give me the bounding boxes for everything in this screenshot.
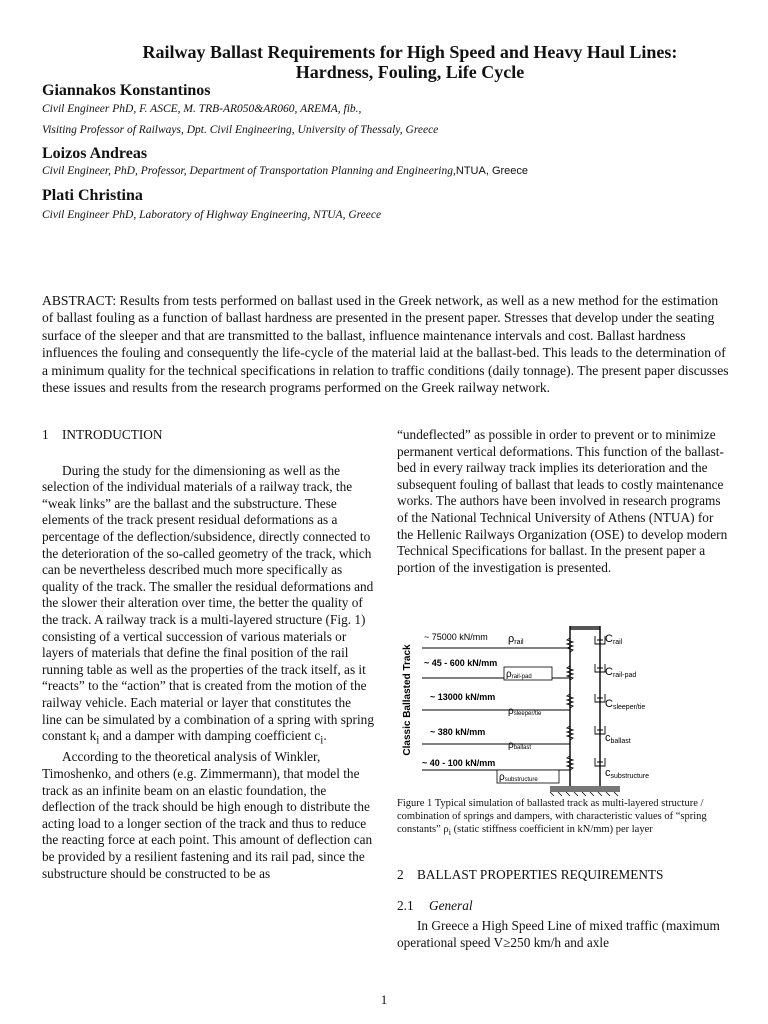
author-1-affiliation-1: Civil Engineer PhD, F. ASCE, M. TRB-AR050&AR060, AREMA, fib., [42, 103, 362, 115]
rho-substructure-symbol: ρ [499, 772, 505, 783]
k-label-1: ~ 75000 kN/mm [424, 632, 488, 642]
section-2-number: 2 [397, 867, 404, 882]
section-2-1-title: General [429, 897, 473, 913]
section-2-1-heading [397, 898, 731, 915]
author-3-name: Plati Christina [42, 187, 143, 204]
ground-base [550, 786, 620, 792]
rho-rail-pad-symbol: ρ [506, 669, 512, 680]
author-2-affiliation-tail: NTUA, Greece [455, 165, 529, 177]
author-2-name: Loizos Andreas [42, 145, 148, 162]
figure-vertical-label: Classic Ballasted Track [402, 644, 413, 756]
rho-rail-symbol: ρ [508, 633, 515, 645]
abstract: ABSTRACT: Results from tests performed on ballast used in the Greek network, as well as a new method for the estimation of ballast fouling as a function of ballast hardness are presented in the present paper. Stresses that develop under the seating surface of the sleeper and that are transmitted to the ballast, influence maintenance intervals and cost. Ballast hardness influences the fouling and consequently the life-cycle of the material laid at the ballast-bed. This leads to the determination of a minimum quality for the technical specifications in relation to traffic conditions (daily tonnage). The present paper discusses these issues and results from the research programs performed on the Greek railway network. [42, 293, 729, 396]
rho-ballast-sub: ballast [513, 745, 532, 751]
ground-hatch [550, 792, 618, 796]
c-rail-pad-symbol: C [605, 666, 613, 678]
section-2-title: BALLAST PROPERTIES REQUIREMENTS [417, 867, 664, 882]
c-substructure-symbol: c [605, 767, 611, 779]
c-substructure-sub: substructure [610, 773, 650, 780]
section-2-heading [397, 867, 731, 884]
paragraph-4: In Greece a High Speed Line of mixed traffic (maximum operational speed V≥250 km/h and axle [397, 918, 720, 950]
c-substructure [605, 767, 649, 780]
right-column [397, 427, 729, 576]
caption-sub: i [448, 827, 452, 838]
page-number: 1 [380, 992, 388, 1007]
figure-1-track-model [400, 620, 700, 798]
c-rail-symbol: C [605, 633, 613, 645]
rho-sleeper-sub: sleeper/tie [513, 711, 542, 717]
c-rail-pad-sub: rail-pad [612, 672, 637, 679]
k-label-3: ~ 13000 kN/mm [430, 692, 496, 702]
c-sleeper-sub: sleeper/tie [612, 704, 646, 711]
rho-ballast-symbol: ρ [508, 740, 514, 751]
k-label-5: ~ 40 - 100 kN/mm [422, 758, 496, 768]
paragraph-1 [42, 463, 374, 750]
paragraph-2: According to the theoretical analysis of Winkler, Timoshenko, and others (e.g. Zimmermann), that model the track as an infinite beam on an elastic foundation, the deflection of the track should be high enough to distribute the acting load to a longer section of the track and thus to reduce the reacting force at each point. This amount of deflection can be provided by a resilient fastening and its rail pad, since the substructure should be constructed to be as [42, 749, 373, 881]
section-1-heading [42, 427, 374, 444]
paragraph-1-sub-k: i [96, 734, 100, 747]
section-2-block [397, 867, 731, 951]
c-sleeper-symbol: C [605, 698, 613, 710]
author-1-name: Giannakos Konstantinos [42, 82, 211, 99]
rho-sleeper-symbol: ρ [508, 706, 514, 717]
c-rail-sub: rail [612, 639, 623, 646]
c-ballast [605, 732, 631, 745]
section-1-title: INTRODUCTION [62, 427, 163, 442]
rho-sleeper [508, 706, 542, 717]
author-3-affiliation: Civil Engineer PhD, Laboratory of Highway Engineering, NTUA, Greece [42, 209, 382, 221]
author-2-affiliation-main: Civil Engineer, PhD, Professor, Department of Transportation Planning and Engineering, [42, 165, 456, 177]
figure-1-caption [397, 797, 731, 839]
paragraph-1-mid: and a damper with damping coefficient c [99, 728, 321, 744]
paragraph-1-text: During the study for the dimensioning as well as the selection of the individual materials of a railway track, the “weak links” are the ballast and the substructure. These elements of the track present residual deformations as a percentage of the deflection/subsidence, directly connected to the deterioration of the so-called geometry of the track, which can be nevertheless described much more specifically as quality of the track. The smaller the residual deformations and the slower their alteration over time, the better the quality of the track. A railway track is a multi-layered structure (Fig. 1) consisting of a vertical succession of various materials or layers of materials that define the final position of the rail running table as well as the properties of the track itself, as it “reacts” to the “action” that is created from the motion of the railway vehicle. Each material or layer that constitutes the line can be simulated by a combination of a spring with spring constant k [42, 462, 374, 744]
c-sleeper [605, 698, 645, 711]
paragraph-1-end: . [323, 728, 327, 744]
paragraph-1-sub-c: i [320, 734, 324, 747]
caption-text: Figure 1 Typical simulation of ballasted track as multi-layered structure / combination of springs and dampers, with characteristic values of “spring constants” ρ [397, 798, 707, 835]
section-2-1-number: 2.1 [397, 897, 414, 913]
c-ballast-sub: ballast [610, 738, 631, 745]
c-rail-pad [605, 666, 636, 679]
paragraph-3: “undeflected” as possible in order to prevent or to minimize permanent vertical deformations. This function of the ballast-bed in every railway track implies its deterioration and the subsequent fouling of ballast that leads to costly maintenance works. The authors have been involved in research programs of the National Technical University of Athens (NTUA) for the Hellenic Railways Organization (OSE) to develop modern Technical Specifications for ballast. In the present paper a portion of the investigation is presented. [397, 427, 728, 575]
rho-substructure-sub: substructure [504, 777, 538, 783]
rail-head [570, 626, 600, 630]
title-line-1: Railway Ballast Requirements for High Speed and Heavy Haul Lines: [142, 42, 678, 62]
rho-rail-sub: rail [514, 639, 524, 646]
caption-end: (static stiffness coefficient in kN/mm) per layer [451, 824, 653, 835]
author-1-affiliation-2: Visiting Professor of Railways, Dpt. Civil Engineering, University of Thessaly, Greece [42, 124, 439, 136]
title-line-2: Hardness, Fouling, Life Cycle [295, 62, 525, 82]
rho-rail-pad-sub: rail-pad [511, 674, 532, 680]
section-1-number: 1 [42, 427, 49, 442]
c-rail [605, 633, 623, 646]
k-label-2: ~ 45 - 600 kN/mm [424, 658, 498, 668]
c-ballast-symbol: c [605, 732, 611, 744]
left-column [42, 427, 374, 882]
k-label-4: ~ 380 kN/mm [430, 727, 486, 737]
paper-title [105, 42, 715, 82]
rho-ballast [508, 740, 531, 751]
rho-rail [508, 633, 524, 646]
author-2-affiliation [42, 165, 528, 177]
